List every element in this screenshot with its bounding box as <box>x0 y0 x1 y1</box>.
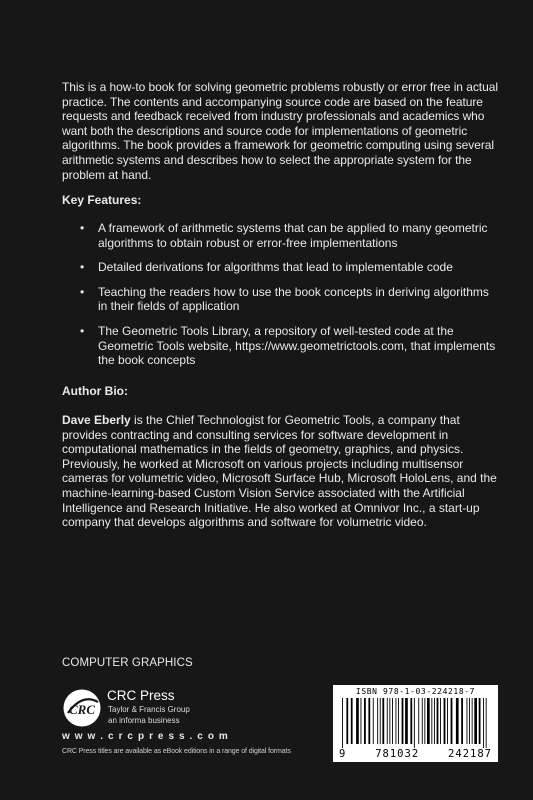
subject-category: COMPUTER GRAPHICS <box>62 657 193 669</box>
author-bio <box>62 413 502 530</box>
publisher-business: an informa business <box>108 716 180 725</box>
feature-item: • Teaching the readers how to use the book concepts in deriving algorithms in their fields of application <box>80 284 489 314</box>
author-name: Dave Eberly <box>62 413 131 427</box>
author-bio-heading: Author Bio: <box>62 384 128 398</box>
feature-item: • Detailed derivations for algorithms that lead to implementable code <box>80 260 453 275</box>
barcode-digits: 9 781032 242187 <box>339 748 492 760</box>
publisher-name: CRC Press <box>107 688 175 703</box>
bullet-icon: • <box>80 221 85 235</box>
bullet-icon: • <box>80 260 85 275</box>
publisher-url: w w w . c r c p r e s s . c o m <box>62 731 229 742</box>
author-bio-text: is the Chief Technologist for Geometric Tools, a company that provides contracting and consulting services for software development in computational mathematics in the fields of geometry, graphics, and physics. Previously, he worked at Microsoft on various projects including multisensor cameras for volumetric video, Microsoft Surface Hub, Microsoft HoloLens, and the machine-learning-based Custom Vision Service associated with the Artificial Intelligence and Research Initiative. He also worked at Omnivor Inc., a start-up company that develops algorithms and software for volumetric video. <box>62 413 497 530</box>
barcode-bars <box>338 698 493 748</box>
feature-item: • A framework of arithmetic systems that can be applied to many geometric algorithms to obtain robust or error-free implementations <box>80 221 488 250</box>
isbn-barcode <box>333 685 498 762</box>
publisher-group: Taylor & Francis Group <box>108 705 190 714</box>
isbn-label: ISBN 978-1-03-224218-7 <box>355 687 476 696</box>
feature-item: • The Geometric Tools Library, a repository of well-tested code at the Geometric Tools website, https://www.geometrictools.com, that implements the book concepts <box>80 323 496 368</box>
ebook-note: CRC Press titles are available as eBook editions in a range of digital formats <box>62 748 291 755</box>
bullet-icon: • <box>80 323 85 338</box>
svg-text:CRC: CRC <box>68 702 96 717</box>
bullet-icon: • <box>80 284 85 299</box>
book-description: This is a how-to book for solving geometric problems robustly or error free in actual practice. The contents and accompanying source code are based on the feature requests and feedback received from industry professionals and academics who want both the descriptions and source code for implementations of geometric algorithms. The book provides a framework for geometric computing using several arithmetic systems and describes how to select the appropriate system for the problem at hand. <box>62 80 498 182</box>
key-features-heading: Key Features: <box>62 193 142 207</box>
key-features-list <box>80 221 500 378</box>
publisher-logo <box>62 688 242 728</box>
crc-logo-icon <box>62 688 102 728</box>
